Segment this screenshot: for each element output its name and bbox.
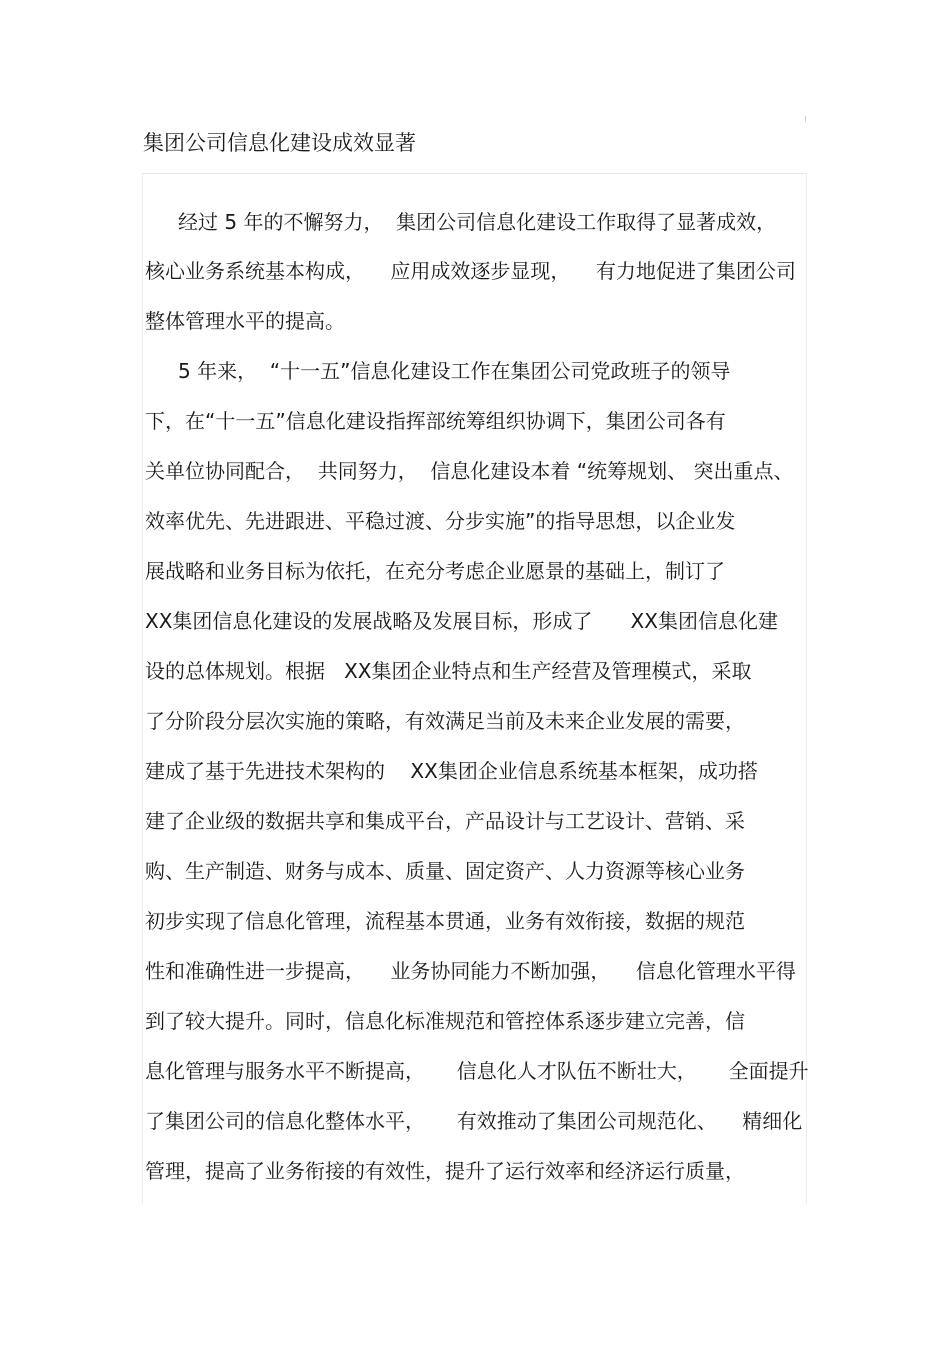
paragraph-2-line-1: 5 年来， “十一五”信息化建设工作在集团公司党政班子的领导 [178, 359, 731, 383]
paragraph-1-line-2: 核心业务系统基本构成， 应用成效逐步显现， 有力地促进了集团公司 [145, 259, 796, 283]
page-title: 集团公司信息化建设成效显著 [143, 131, 416, 155]
paragraph-2-line-12: 初步实现了信息化管理，流程基本贯通，业务有效衔接，数据的规范 [145, 909, 745, 933]
page-corner-mark [805, 116, 806, 122]
paragraph-2-line-2: 下，在“十一五”信息化建设指挥部统筹组织协调下，集团公司各有 [145, 409, 726, 433]
paragraph-2-line-11: 购、生产制造、财务与成本、质量、固定资产、人力资源等核心业务 [145, 859, 745, 883]
paragraph-2-line-15: 息化管理与服务水平不断提高， 信息化人才队伍不断壮大， 全面提升 [145, 1059, 809, 1083]
paragraph-2-line-10: 建了企业级的数据共享和集成平台，产品设计与工艺设计、营销、采 [145, 809, 745, 833]
paragraph-2-line-3: 关单位协同配合， 共同努力， 信息化建设本着 “统筹规划、 突出重点、 [145, 459, 794, 483]
paragraph-2-line-7: 设的总体规划。根据 XX集团企业特点和生产经营及管理模式，采取 [145, 659, 752, 683]
paragraph-1-line-3: 整体管理水平的提高。 [145, 309, 345, 333]
paragraph-2-line-9: 建成了基于先进技术架构的 XX集团企业信息系统基本框架，成功搭 [145, 759, 758, 783]
paragraph-1-line-1: 经过 5 年的不懈努力， 集团公司信息化建设工作取得了显著成效， [178, 210, 777, 234]
paragraph-2-line-4: 效率优先、先进跟进、平稳过渡、分步实施”的指导思想，以企业发 [145, 509, 736, 533]
paragraph-2-line-17: 管理，提高了业务衔接的有效性，提升了运行效率和经济运行质量， [145, 1159, 745, 1183]
paragraph-2-line-5: 展战略和业务目标为依托，在充分考虑企业愿景的基础上，制订了 [145, 559, 725, 583]
paragraph-2-line-16: 了集团公司的信息化整体水平， 有效推动了集团公司规范化、 精细化 [145, 1109, 803, 1133]
paragraph-2-line-13: 性和准确性进一步提高， 业务协同能力不断加强， 信息化管理水平得 [145, 959, 796, 983]
paragraph-2-line-6: XX集团信息化建设的发展战略及发展目标，形成了 XX集团信息化建 [145, 609, 778, 633]
paragraph-2-line-8: 了分阶段分层次实施的策略，有效满足当前及未来企业发展的需要， [145, 709, 745, 733]
paragraph-2-line-14: 到了较大提升。同时，信息化标准规范和管控体系逐步建立完善，信 [145, 1009, 745, 1033]
